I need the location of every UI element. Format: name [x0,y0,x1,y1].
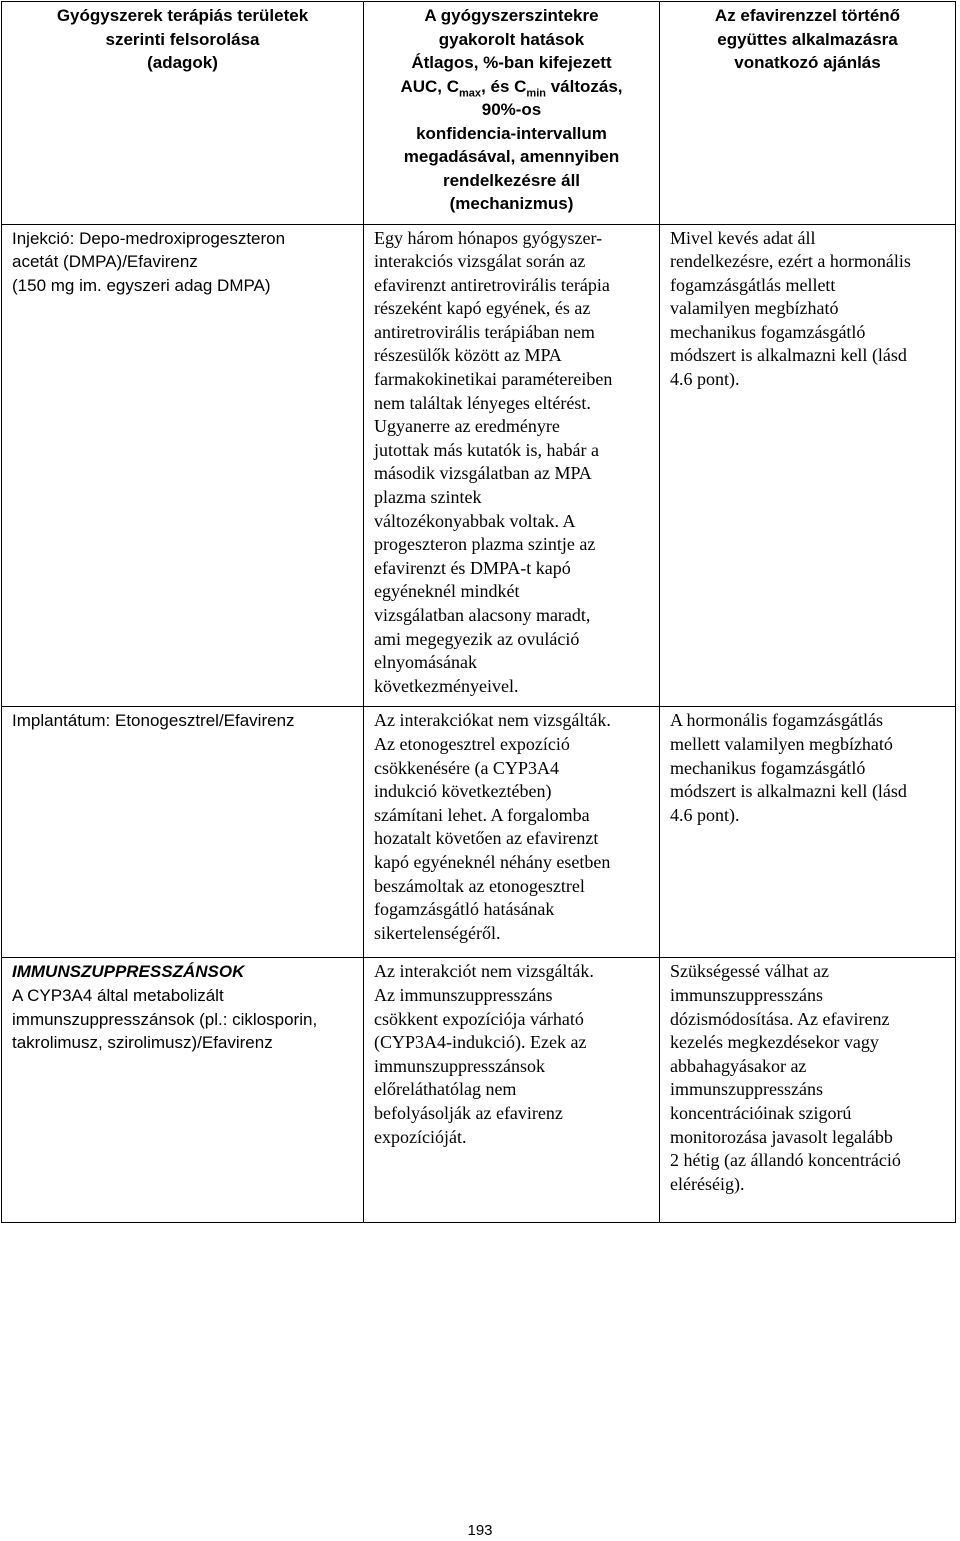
header-auc-line [374,75,649,99]
cell-line: kapó egyéneknél néhány esetben [374,851,611,872]
cell-line: Az interakciót nem vizsgálták. [374,961,594,982]
cell-line: Szükségessé válhat az [670,961,829,982]
section-title: IMMUNSZUPPRESSZÁNSOK [12,962,245,982]
effect-cell-implant [364,707,660,958]
cell-line: Ugyanerre az eredményre [374,416,560,437]
cell-line: sikertelenségéről. [374,922,501,943]
cell-line: 4.6 pont). [670,804,740,825]
cell-line: Mivel kevés adat áll [670,227,816,248]
cell-line: csökkent expozíciója várható [374,1008,584,1029]
cell-line: antiretrovirális terápiában nem [374,321,595,342]
header-drug-areas [2,2,364,225]
effect-cell-immuno [364,958,660,1223]
cell-line: efavirenzt és DMPA-t kapó [374,557,571,578]
cell-line: eléréséig). [670,1173,745,1194]
effect-cell-dmpa [364,224,660,707]
cell-line: módszert is alkalmazni kell (lásd [670,345,907,366]
cell-line: részesülők között az MPA [374,345,562,366]
cell-line: részeként kapó egyének, és az [374,298,591,319]
header-line: Átlagos, %-ban kifejezett [411,53,612,72]
recommendation-cell-implant [660,707,956,958]
cell-line: immunszuppresszáns [670,984,823,1005]
header-line: gyakorolt hatások [438,29,585,49]
header-line: rendelkezésre áll [442,170,581,190]
cell-line: indukció következtében) [374,781,552,802]
cell-line: expozícióját. [374,1126,467,1147]
cell-line: 2 hétig (az állandó koncentráció [670,1150,901,1171]
header-line: vonatkozó ajánlás [734,53,881,72]
cell-line: Injekció: Depo-medroxiprogeszteron [12,228,286,248]
auc-text: AUC, C [400,76,460,96]
interaction-table [1,1,956,1223]
change-text: változás, [545,76,623,96]
cell-line: Az interakciókat nem vizsgálták. [374,710,611,731]
cell-line: Az immunszuppresszáns [374,984,553,1005]
header-line: Gyógyszerek terápiás területek [56,6,309,25]
cell-line: fogamzásgátló hatásának [374,899,555,920]
header-line: szerinti felsorolása [105,29,260,49]
cell-line: immunszuppresszánsok (pl.: ciklosporin, [12,1009,318,1029]
cell-line: elnyomásának [374,652,477,673]
recommendation-cell-dmpa [660,224,956,707]
drug-cell-implant [2,707,364,958]
cell-line: Implantátum: Etonogesztrel/Efavirenz [12,711,295,731]
cell-line: fogamzásgátlás mellett [670,274,836,295]
cell-line: plazma szintek [374,487,482,508]
header-line: együttes alkalmazásra [717,29,898,49]
cell-line: változékonyabbak voltak. A [374,510,576,531]
header-line: megadásával, amennyiben [403,147,620,166]
cell-line: befolyásolják az efavirenz [374,1102,563,1123]
cell-line: 4.6 pont). [670,369,740,390]
cell-line: A hormonális fogamzásgátlás [670,710,883,731]
cell-line: vizsgálatban alacsony maradt, [374,605,591,625]
cell-line: farmakokinetikai paramétereiben [374,369,613,390]
cell-line: acetát (DMPA)/Efavirenz [12,252,198,272]
table-row-immuno [2,958,956,1223]
cell-line: számítani lehet. A forgalomba [374,804,590,825]
cell-line: koncentrációinak szigorú [670,1102,852,1123]
recommendation-cell-immuno [660,958,956,1223]
header-line: (adagok) [147,53,218,72]
drug-cell-immuno [2,958,364,1223]
cell-line: hozatalt követően az efavirenzt [374,828,599,849]
cell-line: mellett valamilyen megbízható [670,733,893,754]
cell-line: (150 mg im. egyszeri adag DMPA) [12,275,271,295]
cell-line: nem találtak lényeges eltérést. [374,392,591,413]
cell-line: Az etonogesztrel expozíció [374,733,570,754]
cell-line: dózismódosítása. Az efavirenz [670,1008,890,1029]
cell-line: abbahagyásakor az [670,1055,807,1076]
cell-line: következményeivel. [374,675,519,696]
cell-line: jutottak más kutatók is, habár a [374,439,599,460]
cell-line: módszert is alkalmazni kell (lásd [670,781,907,802]
cell-line: második vizsgálatban az MPA [374,463,592,484]
cell-line: progeszteron plazma szintje az [374,534,596,555]
cell-line: immunszuppresszánsok [374,1055,545,1076]
header-drug-effects [364,2,660,225]
cell-line: monitorozása javasolt legalább [670,1126,893,1147]
header-recommendation [660,2,956,225]
cell-line: Egy három hónapos gyógyszer- [374,227,603,248]
cell-line: (CYP3A4-indukció). Ezek az [374,1032,587,1053]
and-c-text: , és C [481,76,527,96]
table-row-implant [2,707,956,958]
cell-line: mechanikus fogamzásgátló [670,321,866,342]
cell-line: ami megegyezik az ovuláció [374,628,580,649]
header-line: (mechanizmus) [449,194,574,213]
header-line: konfidencia-intervallum [416,123,607,143]
cell-line: egyéneknél mindkét [374,581,520,602]
drug-cell-dmpa [2,224,364,707]
header-line: 90%-os [481,100,542,119]
cell-line: takrolimusz, szirolimusz)/Efavirenz [12,1033,273,1053]
cell-line: kezelés megkezdésekor vagy [670,1032,879,1053]
cell-line: valamilyen megbízható [670,298,839,319]
cmin-subscript: min [526,86,546,99]
table-header-row [2,2,956,225]
cell-line: beszámoltak az etonogesztrel [374,875,585,896]
cell-line: csökkenésére (a CYP3A4 [374,757,559,778]
cmax-subscript: max [459,86,482,99]
cell-line: efavirenzt antiretrovirális terápia [374,274,610,295]
cell-line: mechanikus fogamzásgátló [670,757,866,778]
cell-line: előreláthatólag nem [374,1079,517,1100]
header-line: A gyógyszerszintekre [424,6,599,25]
cell-line: rendelkezésre, ezért a hormonális [670,251,911,272]
header-line: Az efavirenzzel történő [714,6,901,25]
cell-line: immunszuppresszáns [670,1079,823,1100]
cell-line: interakciós vizsgálat során az [374,251,586,272]
table-row-dmpa [2,224,956,707]
page-number: 193 [467,1522,493,1539]
cell-line: A CYP3A4 által metabolizált [12,985,224,1005]
